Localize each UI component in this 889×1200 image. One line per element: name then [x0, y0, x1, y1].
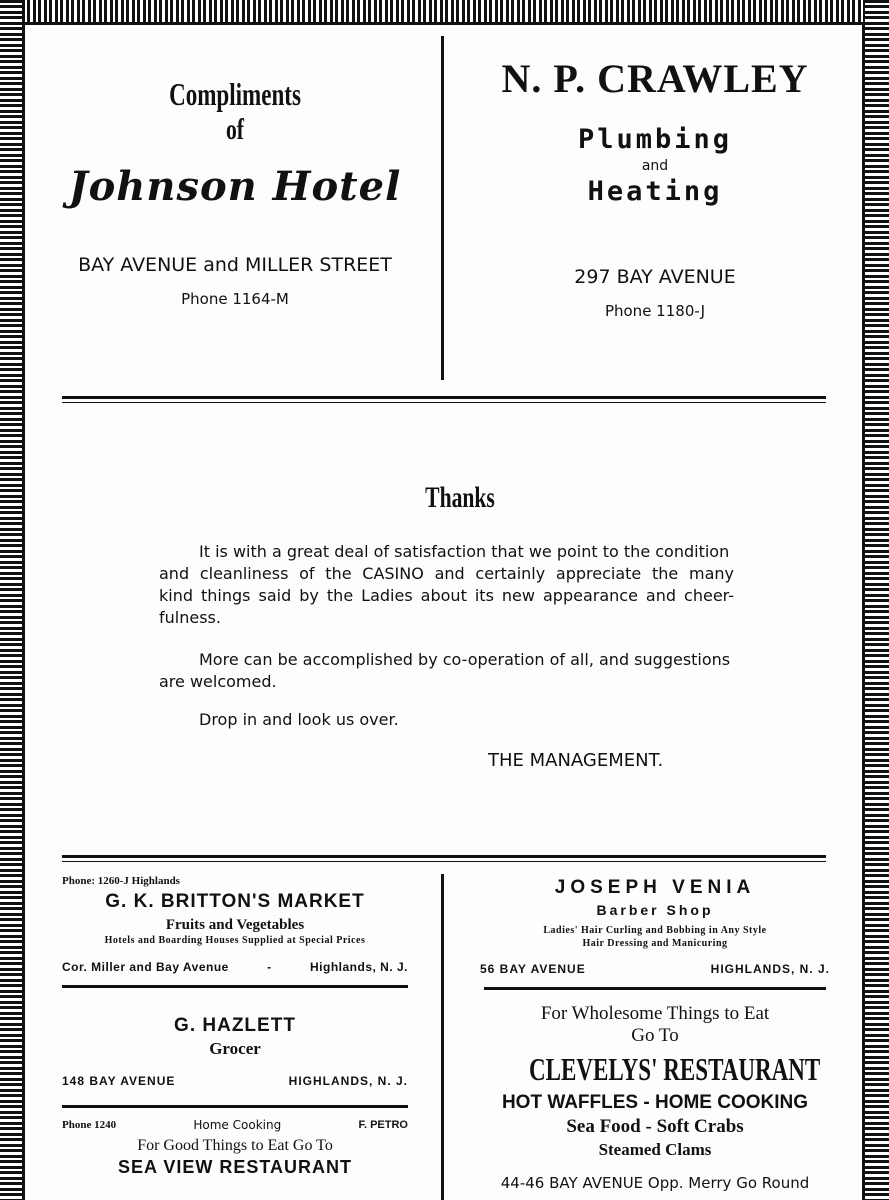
johnson-compliments: Compliments: [169, 76, 301, 112]
thanks-para1-line: and cleanliness of the CASINO and certainly appreciate the many: [159, 564, 734, 583]
venia-line2: Hair Dressing and Manicuring: [582, 938, 728, 949]
venia-town: HIGHLANDS, N. J.: [710, 962, 830, 976]
thanks-para2-line: More can be accomplished by co-operation of all, and suggestions: [199, 650, 731, 669]
britton-address-row: [62, 960, 408, 974]
seaview-top-row: [62, 1118, 408, 1132]
crawley-plumbing: Plumbing: [577, 124, 733, 155]
page-border-inner-left: [22, 22, 25, 1200]
johnson-ad: [60, 76, 410, 308]
hazlett-address: 148 BAY AVENUE: [62, 1074, 176, 1088]
hazlett-name: G. HAZLETT: [174, 1015, 296, 1036]
johnson-address: BAY AVENUE and MILLER STREET: [78, 254, 392, 276]
thanks-signature: THE MANAGEMENT.: [488, 750, 664, 771]
seaview-owner: F. PETRO: [358, 1119, 408, 1131]
hazlett-trade: Grocer: [209, 1039, 261, 1058]
page-border-inner-top: [22, 22, 865, 25]
thanks-title: Thanks: [425, 481, 495, 514]
clevelys-line5: Steamed Clams: [598, 1140, 712, 1159]
thanks-para1-line: It is with a great deal of satisfaction that we point to the condition: [199, 542, 730, 561]
venia-ad: [480, 876, 830, 976]
page-border-top: [0, 0, 889, 22]
britton-rule: [62, 985, 408, 988]
johnson-phone: Phone 1164-M: [181, 290, 289, 308]
page-border-right: [865, 0, 889, 1200]
clevelys-line1: For Wholesome Things to Eat: [540, 1003, 770, 1024]
hazlett-rule: [62, 1105, 408, 1108]
clevelys-line3: HOT WAFFLES - HOME COOKING: [501, 1092, 809, 1113]
top-rule-thin: [62, 402, 826, 403]
crawley-and: and: [641, 158, 669, 174]
britton-ad: [62, 874, 408, 974]
hazlett-ad: [62, 1014, 408, 1088]
britton-name: G. K. BRITTON'S MARKET: [105, 891, 365, 912]
crawley-ad: [470, 56, 840, 320]
crawley-address: 297 BAY AVENUE: [574, 266, 736, 288]
top-column-divider: [441, 36, 444, 380]
britton-tagline: Fruits and Vegetables: [165, 917, 305, 933]
britton-subtitle: Hotels and Boarding Houses Supplied at Special Prices: [104, 935, 366, 946]
seaview-phone: Phone 1240: [62, 1119, 117, 1131]
venia-address-row: [480, 962, 830, 976]
thanks-para1-line: kind things said by the Ladies about its new appearance and cheer-: [159, 586, 734, 605]
johnson-of: of: [226, 113, 244, 146]
thanks-para3: Drop in and look us over.: [199, 710, 399, 729]
page-border-left: [0, 0, 22, 1200]
clevelys-ad: [480, 1003, 830, 1193]
clevelys-name: CLEVELYS' RESTAURANT: [529, 1051, 821, 1087]
britton-dash: -: [267, 960, 272, 974]
clevelys-line2: Go To: [631, 1025, 679, 1046]
bottom-rule-thick: [62, 855, 826, 858]
venia-name: JOSEPH VENIA: [554, 877, 756, 898]
seaview-name: SEA VIEW RESTAURANT: [117, 1157, 352, 1177]
hazlett-town: HIGHLANDS, N. J.: [288, 1074, 408, 1088]
johnson-hotel-name: Johnson Hotel: [68, 163, 402, 210]
venia-rule: [484, 987, 826, 990]
seaview-ad: [62, 1118, 408, 1178]
britton-address: Cor. Miller and Bay Avenue: [62, 960, 229, 974]
clevelys-line4: Sea Food - Soft Crabs: [566, 1116, 744, 1137]
crawley-phone: Phone 1180-J: [604, 302, 706, 320]
venia-address: 56 BAY AVENUE: [480, 962, 586, 976]
seaview-line1: For Good Things to Eat Go To: [137, 1137, 333, 1154]
hazlett-address-row: [62, 1074, 408, 1088]
thanks-body: [159, 541, 734, 731]
seaview-cooking: Home Cooking: [193, 1118, 282, 1132]
top-rule-thick: [62, 396, 826, 399]
thanks-para2-line: are welcomed.: [159, 672, 277, 691]
britton-phone: Phone: 1260-J Highlands: [62, 875, 180, 887]
venia-trade: Barber Shop: [596, 902, 714, 918]
bottom-rule-thin: [62, 861, 826, 862]
thanks-para1-line: fulness.: [159, 608, 221, 627]
venia-line1: Ladies' Hair Curling and Bobbing in Any Style: [543, 925, 767, 936]
crawley-name: N. P. CRAWLEY: [501, 56, 809, 101]
clevelys-address: 44-46 BAY AVENUE Opp. Merry Go Round: [500, 1174, 810, 1192]
crawley-heating: Heating: [587, 176, 723, 207]
page-border-inner-right: [862, 22, 865, 1200]
bottom-column-divider: [441, 874, 444, 1200]
britton-town: Highlands, N. J.: [309, 960, 408, 974]
